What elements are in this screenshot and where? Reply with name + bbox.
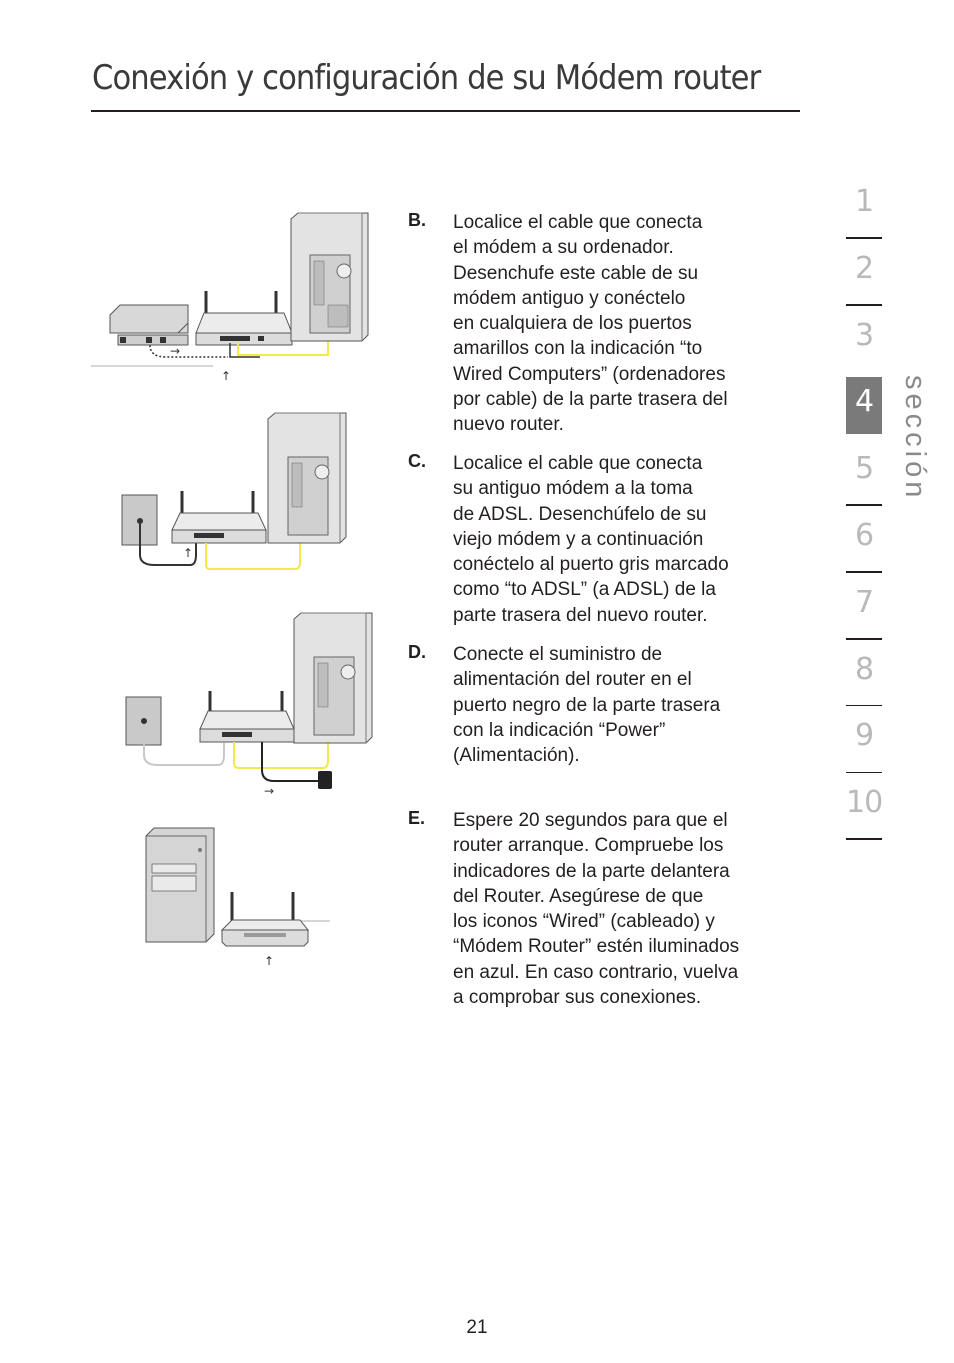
arrow-up-icon: ↑ [264,954,275,968]
title-rule [91,110,800,112]
nav-divider [846,838,882,840]
section-nav-item-10[interactable] [846,773,882,840]
figure-b-illustration [88,205,380,390]
arrow-up-icon: ↑ [221,369,232,383]
router-icon [196,291,292,345]
step-text: Localice el cable que conecta el módem a su ordenador. Desenchufe este cable de su módem antiguo y conéctelo en cualquiera de los puertos amarillos con la indicación “to Wired Computers” (ordenadores por cable) de la parte trasera del nuevo router. [453,212,728,436]
computer-tower-icon [146,828,214,942]
section-nav-item-5[interactable] [846,439,882,506]
section-nav-item-4[interactable] [846,372,882,439]
step-letter: C. [408,451,426,471]
section-nav-item-1[interactable] [846,172,882,239]
page-number: 21 [466,1317,488,1338]
section-nav-item-2[interactable] [846,239,882,306]
section-number: 3 [854,317,874,353]
figure-d-illustration [118,605,380,805]
section-number: 1 [854,184,874,219]
step-text: Localice el cable que conecta su antiguo módem a la toma de ADSL. Desenchúfelo de su viejo módem y a continuación conéctelo al puerto gris marcado como “to ADSL” (a ADSL) de la parte trasera del nuevo router. [453,453,729,626]
arrow-right-icon: → [264,784,275,798]
section-number-active: 4 [854,384,874,420]
computer-tower-icon [291,213,368,341]
computer-tower-icon [294,613,372,743]
router-icon [172,491,266,543]
step-text: Conecte el suministro de alimentación del router en el puerto negro de la parte trasera con la indicación “Power” (Alimentación). [453,644,721,767]
step-letter: D. [408,642,426,662]
section-number: 10 [846,785,883,821]
section-number: 7 [854,584,874,620]
section-nav-item-6[interactable] [846,506,882,573]
section-label [895,375,935,505]
power-cable [262,742,318,781]
section-nav-item-7[interactable] [846,573,882,640]
figure-e-illustration [140,820,340,970]
power-adapter-icon [318,771,332,789]
step-text: Espere 20 segundos para que el router arranque. Compruebe los indicadores de la parte delantera del Router. Asegúrese de que los iconos “Wired” (cableado) y “Módem Router” estén iluminados en azul. En caso contrario, vuelva a comprobar sus conexiones. [453,810,740,1009]
section-nav-item-8[interactable] [846,640,882,707]
figure-c-illustration [110,405,360,580]
section-nav [846,172,882,840]
section-number: 6 [854,517,874,553]
old-modem-icon [110,305,188,345]
computer-tower-icon [268,413,346,543]
page-title: Conexión y configuración de su Módem router [92,58,761,98]
section-number: 5 [854,451,874,487]
section-number: 8 [854,651,874,687]
router-icon [222,892,308,946]
disconnected-cable [150,345,228,357]
section-nav-item-3[interactable] [846,306,882,373]
arrow-up-icon: ↑ [183,546,194,560]
arrow-right-icon: → [170,344,181,358]
section-number: 2 [854,250,874,286]
step-letter: E. [408,808,426,828]
section-number: 9 [854,718,874,754]
router-icon [200,691,294,742]
section-nav-item-9[interactable] [846,706,882,773]
step-letter: B. [408,210,426,230]
section-label-text: sección [899,375,931,502]
